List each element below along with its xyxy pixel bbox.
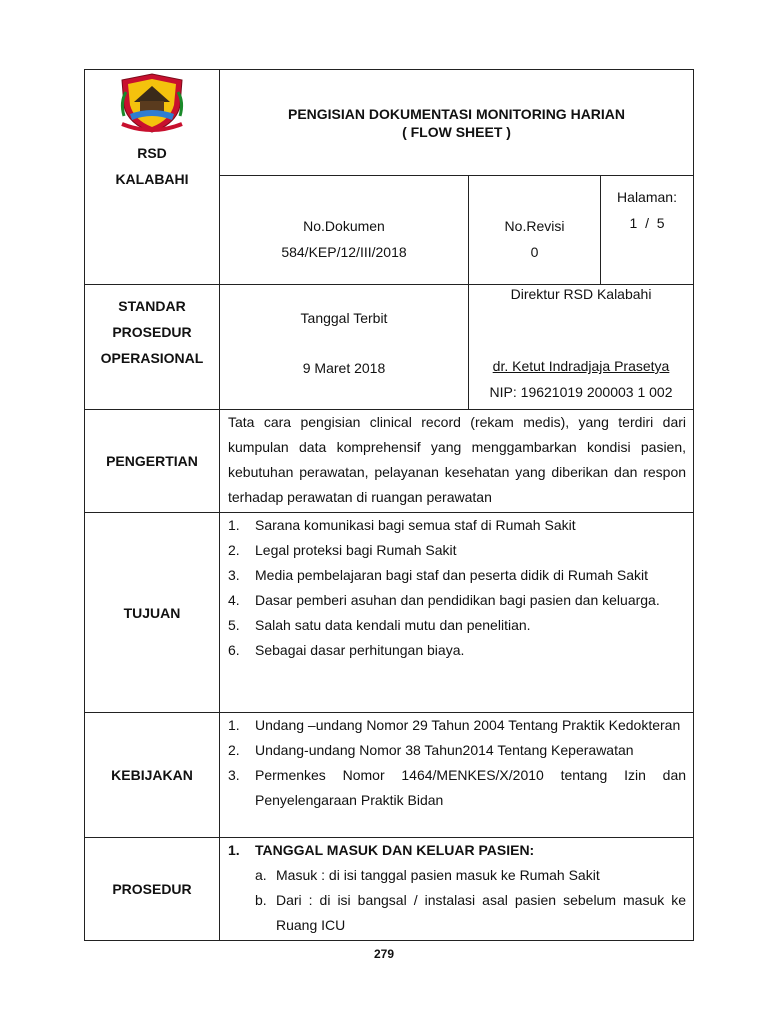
pengertian-label: PENGERTIAN xyxy=(85,410,220,513)
tanggal-terbit-value: 9 Maret 2018 xyxy=(302,360,386,376)
list-item xyxy=(228,588,686,613)
no-dokumen-value: 584/KEP/12/III/2018 xyxy=(281,244,407,261)
prosedur-label: PROSEDUR xyxy=(85,838,220,941)
sop-label-line3: OPERASIONAL xyxy=(100,350,204,366)
list-item xyxy=(228,563,686,588)
org-name-line1: RSD xyxy=(137,145,167,161)
list-item-number: 2. xyxy=(228,742,240,758)
list-item-text: Sebagai dasar perhitungan biaya. xyxy=(255,642,465,658)
list-item-text: Dari : di isi bangsal / instalasi asal pasien sebelum masuk ke Ruang ICU xyxy=(276,892,687,933)
list-item-text: Undang –undang Nomor 29 Tahun 2004 Tentang Praktik Kedokteran xyxy=(255,717,681,733)
no-dokumen-label: No.Dokumen xyxy=(303,218,385,235)
pengertian-text: Tata cara pengisian clinical record (rekam medis), yang terdiri dari kumpulan data komprehensif yang menggambarkan kondisi pasien, kebutuhan perawatan, pelayanan kesehatan yang diberikan dan respon terhadap perawatan di ruangan perawatan xyxy=(220,410,694,513)
list-item-number: 1. xyxy=(228,517,240,533)
hospital-logo-icon xyxy=(116,72,188,134)
list-item xyxy=(255,888,686,938)
list-item xyxy=(228,738,686,763)
list-item xyxy=(228,763,686,813)
list-item-text: Sarana komunikasi bagi semua staf di Rumah Sakit xyxy=(255,517,576,533)
director-nip: NIP: 19621019 200003 1 002 xyxy=(489,384,673,400)
list-item-number: 5. xyxy=(228,617,240,633)
prosedur-list xyxy=(228,838,686,863)
list-item-text: Salah satu data kendali mutu dan penelitian. xyxy=(255,617,531,633)
tanggal-terbit-cell xyxy=(220,285,469,410)
list-item xyxy=(228,538,686,563)
prosedur-heading xyxy=(228,838,686,863)
list-item xyxy=(228,638,686,663)
prosedur-heading-text: TANGGAL MASUK DAN KELUAR PASIEN: xyxy=(255,842,535,858)
org-name xyxy=(85,140,219,192)
no-dokumen-cell xyxy=(220,176,469,285)
director-name: dr. Ketut Indradjaja Prasetya xyxy=(492,358,670,374)
sop-label-line1: STANDAR xyxy=(118,298,186,314)
list-item-number: 4. xyxy=(228,592,240,608)
prosedur-cell xyxy=(220,838,694,941)
list-item-text: Undang-undang Nomor 38 Tahun2014 Tentang Keperawatan xyxy=(255,742,634,758)
sop-label xyxy=(85,285,220,410)
org-name-line2: KALABAHI xyxy=(115,171,189,187)
no-revisi-cell xyxy=(469,176,601,285)
list-item-text: Masuk : di isi tanggal pasien masuk ke Rumah Sakit xyxy=(276,867,600,883)
halaman-cell xyxy=(601,176,694,285)
kebijakan-list xyxy=(228,713,686,813)
kebijakan-label: KEBIJAKAN xyxy=(85,713,220,838)
director-cell xyxy=(469,285,694,410)
prosedur-heading-number: 1. xyxy=(228,842,240,858)
halaman-label: Halaman: xyxy=(617,189,677,206)
document-title xyxy=(220,70,694,176)
list-item-text: Legal proteksi bagi Rumah Sakit xyxy=(255,542,457,558)
list-item xyxy=(228,513,686,538)
list-item-number: b. xyxy=(255,892,267,908)
sop-label-line2: PROSEDUR xyxy=(112,324,192,340)
logo-cell xyxy=(85,70,220,285)
director-title: Direktur RSD Kalabahi xyxy=(510,286,652,302)
list-item-number: 2. xyxy=(228,542,240,558)
list-item-text: Permenkes Nomor 1464/MENKES/X/2010 tentang Izin dan Penyelengaraan Praktik Bidan xyxy=(255,767,687,808)
no-revisi-label: No.Revisi xyxy=(504,218,565,235)
list-item-text: Dasar pemberi asuhan dan pendidikan bagi pasien dan keluarga. xyxy=(255,592,660,608)
list-item-text: Media pembelajaran bagi staf dan peserta didik di Rumah Sakit xyxy=(255,567,649,583)
page-number: 279 xyxy=(373,947,395,961)
list-item xyxy=(255,863,686,888)
tujuan-label: TUJUAN xyxy=(85,513,220,713)
no-revisi-value: 0 xyxy=(530,244,539,261)
tanggal-terbit-label: Tanggal Terbit xyxy=(300,310,388,326)
list-item-number: 6. xyxy=(228,642,240,658)
kebijakan-list-cell xyxy=(220,713,694,838)
title-line1: PENGISIAN DOKUMENTASI MONITORING HARIAN xyxy=(287,105,626,122)
prosedur-sublist xyxy=(228,863,686,938)
title-line2: ( FLOW SHEET ) xyxy=(402,123,511,140)
tujuan-list xyxy=(228,513,686,663)
list-item-number: 3. xyxy=(228,767,240,783)
sop-document-table xyxy=(84,69,694,941)
halaman-value: 1 / 5 xyxy=(629,215,665,232)
list-item-number: 3. xyxy=(228,567,240,583)
list-item-number: 1. xyxy=(228,717,240,733)
list-item-number: a. xyxy=(255,867,267,883)
list-item xyxy=(228,713,686,738)
list-item xyxy=(228,613,686,638)
tujuan-list-cell xyxy=(220,513,694,713)
